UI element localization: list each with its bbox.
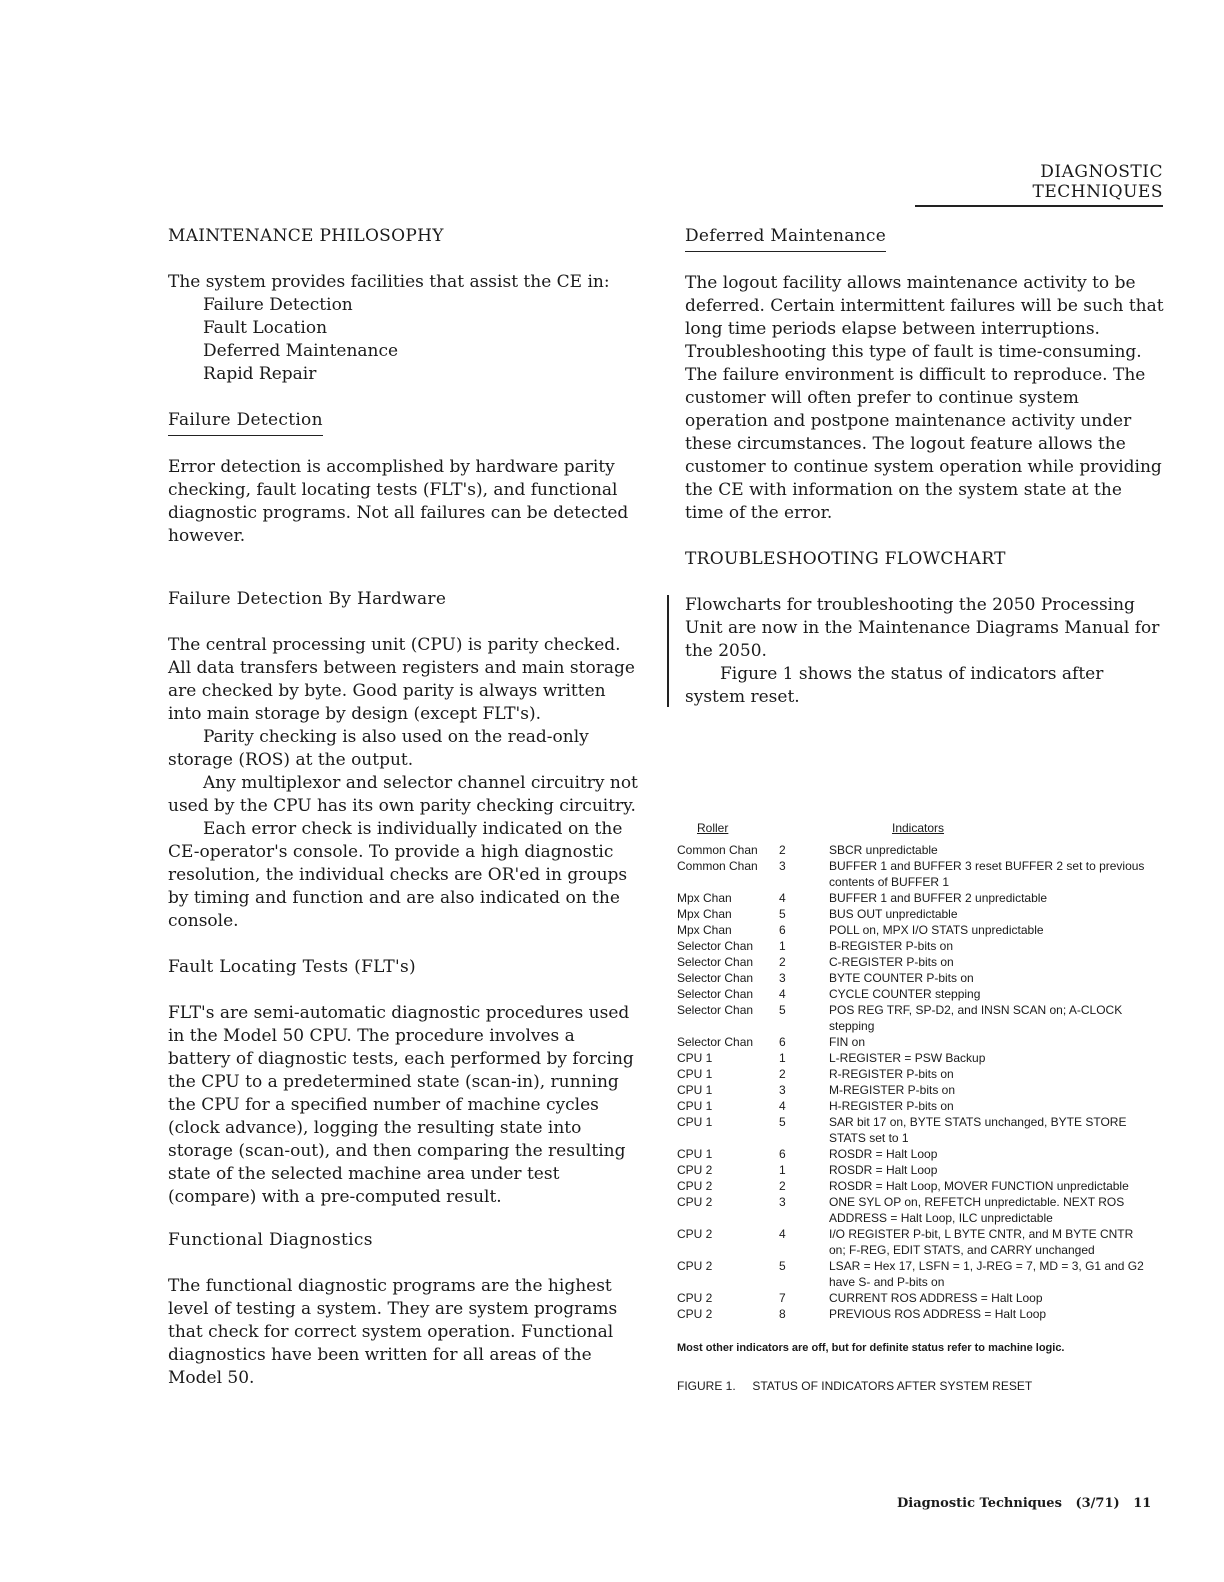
roller-cell: CPU 1: [677, 1067, 713, 1081]
left-column: [168, 225, 638, 1390]
table-row: [677, 1098, 1147, 1114]
list-item: Deferred Maintenance: [203, 341, 399, 361]
indicator-cell: BYTE COUNTER P-bits on: [829, 971, 974, 985]
flowchart-heading: TROUBLESHOOTING FLOWCHART: [685, 549, 1006, 569]
table-row: [677, 890, 1147, 906]
functional-text: The functional diagnostic programs are the highest level of testing a system. They are system programs that check for correct system operation. Functional diagnostics have been written for all areas of the Model 50.: [168, 1276, 618, 1388]
roller-cell: Mpx Chan: [677, 907, 732, 921]
table-row: [677, 938, 1147, 954]
functional-heading: Functional Diagnostics: [168, 1230, 373, 1250]
table-row: [677, 1082, 1147, 1098]
figure-note: Most other indicators are off, but for definite status refer to machine logic.: [677, 1342, 1065, 1354]
list-item: Rapid Repair: [203, 364, 317, 384]
indicator-cell: ROSDR = Halt Loop: [829, 1163, 938, 1177]
failure-detection-heading: Failure Detection: [168, 409, 323, 436]
roller-cell: Selector Chan: [677, 955, 754, 969]
table-row: [677, 842, 1147, 858]
table-row: [677, 906, 1147, 922]
roller-cell: CPU 2: [677, 1307, 713, 1321]
roller-number-cell: 2: [779, 843, 786, 857]
indicator-cell: SAR bit 17 on, BYTE STATS unchanged, BYTE STORE STATS set to 1: [829, 1115, 1127, 1145]
roller-number-cell: 4: [779, 1227, 786, 1241]
roller-number-cell: 3: [779, 859, 786, 873]
hardware-paragraph: The central processing unit (CPU) is parity checked. All data transfers between registers and main storage are checked by byte. Good parity is always written into main storage by design (except FLT's).: [168, 635, 635, 724]
roller-cell: CPU 2: [677, 1163, 713, 1177]
philosophy-intro: The system provides facilities that assist the CE in:: [168, 272, 610, 292]
right-column: [685, 225, 1165, 709]
table-row: [677, 858, 1147, 890]
roller-cell: CPU 2: [677, 1227, 713, 1241]
flowchart-paragraph: Flowcharts for troubleshooting the 2050 Processing Unit are now in the Maintenance Diagrams Manual for the 2050.: [685, 595, 1160, 661]
roller-number-cell: 5: [779, 1259, 786, 1273]
page-header: DIAGNOSTIC TECHNIQUES: [915, 162, 1163, 207]
hardware-paragraph: Any multiplexor and selector channel circuitry not used by the CPU has its own parity checking circuitry.: [168, 773, 638, 816]
indicator-cell: M-REGISTER P-bits on: [829, 1083, 956, 1097]
indicator-cell: BUFFER 1 and BUFFER 2 unpredictable: [829, 891, 1048, 905]
roller-cell: Selector Chan: [677, 939, 754, 953]
philosophy-list: [203, 294, 638, 386]
failure-detection-text: Error detection is accomplished by hardware parity checking, fault locating tests (FLT's), and functional diagnostic programs. Not all failures can be detected however.: [168, 457, 629, 546]
list-item: Failure Detection: [203, 295, 353, 315]
figure-caption: FIGURE 1. STATUS OF INDICATORS AFTER SYSTEM RESET: [677, 1379, 1033, 1393]
indicator-cell: SBCR unpredictable: [829, 843, 938, 857]
roller-number-cell: 1: [779, 939, 786, 953]
indicator-cell: ROSDR = Halt Loop, MOVER FUNCTION unpredictable: [829, 1179, 1129, 1193]
indicator-cell: POS REG TRF, SP-D2, and INSN SCAN on; A-CLOCK stepping: [829, 1003, 1123, 1033]
roller-cell: Selector Chan: [677, 971, 754, 985]
table-row: [677, 1066, 1147, 1082]
indicator-cell: PREVIOUS ROS ADDRESS = Halt Loop: [829, 1307, 1047, 1321]
roller-number-cell: 8: [779, 1307, 786, 1321]
roller-cell: CPU 1: [677, 1051, 713, 1065]
hardware-paragraph: Parity checking is also used on the read-only storage (ROS) at the output.: [168, 727, 589, 770]
roller-number-cell: 4: [779, 891, 786, 905]
indicator-cell: ONE SYL OP on, REFETCH unpredictable. NEXT ROS ADDRESS = Halt Loop, ILC unpredictable: [829, 1195, 1125, 1225]
indicator-cell: CURRENT ROS ADDRESS = Halt Loop: [829, 1291, 1043, 1305]
indicator-cell: POLL on, MPX I/O STATS unpredictable: [829, 923, 1044, 937]
roller-number-cell: 3: [779, 1083, 786, 1097]
table-row: [677, 986, 1147, 1002]
indicators-column-header: Indicators: [892, 821, 945, 835]
indicator-cell: LSAR = Hex 17, LSFN = 1, J-REG = 7, MD = 3, G1 and G2 have S- and P-bits on: [829, 1259, 1144, 1289]
roller-cell: CPU 2: [677, 1291, 713, 1305]
roller-number-cell: 1: [779, 1163, 786, 1177]
indicator-cell: C-REGISTER P-bits on: [829, 955, 954, 969]
revision-bar: [667, 595, 669, 707]
deferred-maintenance-text: The logout facility allows maintenance activity to be deferred. Certain intermittent failures will be such that long time periods elapse between interruptions. Troubleshooting this type of fault is time-consuming. The failure environment is difficult to reproduce. The customer will often prefer to continue system operation and postpone maintenance activity under these circumstances. The logout feature allows the customer to continue system operation while providing the CE with information on the system state at the time of the error.: [685, 273, 1164, 523]
roller-number-cell: 2: [779, 955, 786, 969]
indicator-cell: B-REGISTER P-bits on: [829, 939, 954, 953]
figure-1-table: [677, 820, 1147, 1394]
hardware-paragraph: Each error check is individually indicated on the CE-operator's console. To provide a high diagnostic resolution, the individual checks are OR'ed in groups by timing and function and are also indicated on the console.: [168, 819, 628, 931]
roller-number-cell: 4: [779, 1099, 786, 1113]
indicator-cell: H-REGISTER P-bits on: [829, 1099, 954, 1113]
roller-cell: Selector Chan: [677, 1003, 754, 1017]
flowchart-paragraph: Figure 1 shows the status of indicators after system reset.: [685, 664, 1104, 707]
roller-cell: Common Chan: [677, 859, 758, 873]
indicator-cell: R-REGISTER P-bits on: [829, 1067, 954, 1081]
roller-cell: Mpx Chan: [677, 891, 732, 905]
roller-cell: CPU 2: [677, 1195, 713, 1209]
list-item: Fault Location: [203, 318, 328, 338]
maintenance-philosophy-heading: MAINTENANCE PHILOSOPHY: [168, 226, 444, 246]
indicator-cell: BUFFER 1 and BUFFER 3 reset BUFFER 2 set to previous contents of BUFFER 1: [829, 859, 1145, 889]
roller-number-cell: 7: [779, 1291, 786, 1305]
roller-number-cell: 5: [779, 1003, 786, 1017]
roller-number-cell: 6: [779, 1035, 786, 1049]
indicator-cell: I/O REGISTER P-bit, L BYTE CNTR, and M BYTE CNTR on; F-REG, EDIT STATS, and CARRY unchanged: [829, 1227, 1134, 1257]
table-row: [677, 1050, 1147, 1066]
table-row: [677, 1002, 1147, 1034]
table-row: [677, 922, 1147, 938]
roller-cell: Mpx Chan: [677, 923, 732, 937]
roller-number-cell: 5: [779, 1115, 786, 1129]
roller-cell: CPU 1: [677, 1099, 713, 1113]
roller-number-cell: 3: [779, 1195, 786, 1209]
roller-cell: CPU 1: [677, 1147, 713, 1161]
roller-number-cell: 4: [779, 987, 786, 1001]
deferred-maintenance-heading: Deferred Maintenance: [685, 225, 886, 252]
roller-cell: CPU 2: [677, 1179, 713, 1193]
page-footer: Diagnostic Techniques (3/71) 11: [897, 1496, 1152, 1511]
indicator-cell: L-REGISTER = PSW Backup: [829, 1051, 986, 1065]
table-row: [677, 1146, 1147, 1162]
table-row: [677, 1178, 1147, 1194]
roller-number-cell: 2: [779, 1067, 786, 1081]
table-row: [677, 1258, 1147, 1290]
table-row: [677, 970, 1147, 986]
roller-cell: Common Chan: [677, 843, 758, 857]
roller-number-cell: 5: [779, 907, 786, 921]
indicator-cell: BUS OUT unpredictable: [829, 907, 958, 921]
table-row: [677, 1290, 1147, 1306]
table-row: [677, 1114, 1147, 1146]
table-row: [677, 1306, 1147, 1322]
roller-number-cell: 6: [779, 923, 786, 937]
roller-cell: Selector Chan: [677, 987, 754, 1001]
indicator-cell: FIN on: [829, 1035, 866, 1049]
roller-number-cell: 6: [779, 1147, 786, 1161]
figure-header: [677, 820, 1147, 842]
roller-number-cell: 3: [779, 971, 786, 985]
table-row: [677, 1226, 1147, 1258]
roller-cell: CPU 2: [677, 1259, 713, 1273]
table-row: [677, 1162, 1147, 1178]
indicator-cell: ROSDR = Halt Loop: [829, 1147, 938, 1161]
table-row: [677, 1034, 1147, 1050]
roller-cell: CPU 1: [677, 1083, 713, 1097]
hardware-heading: Failure Detection By Hardware: [168, 589, 447, 609]
roller-number-cell: 1: [779, 1051, 786, 1065]
roller-number-cell: 2: [779, 1179, 786, 1193]
flt-heading: Fault Locating Tests (FLT's): [168, 957, 416, 977]
roller-column-header: Roller: [697, 821, 729, 835]
roller-cell: CPU 1: [677, 1115, 713, 1129]
table-row: [677, 954, 1147, 970]
flt-text: FLT's are semi-automatic diagnostic procedures used in the Model 50 CPU. The procedure involves a battery of diagnostic tests, each performed by forcing the CPU to a predetermined state (scan-in), running the CPU for a specified number of machine cycles (clock advance), logging the resulting state into storage (scan-out), and then comparing the resulting state of the selected machine area under test (compare) with a pre-computed result.: [168, 1003, 634, 1207]
figure-rows: [677, 842, 1147, 1322]
table-row: [677, 1194, 1147, 1226]
roller-cell: Selector Chan: [677, 1035, 754, 1049]
indicator-cell: CYCLE COUNTER stepping: [829, 987, 981, 1001]
